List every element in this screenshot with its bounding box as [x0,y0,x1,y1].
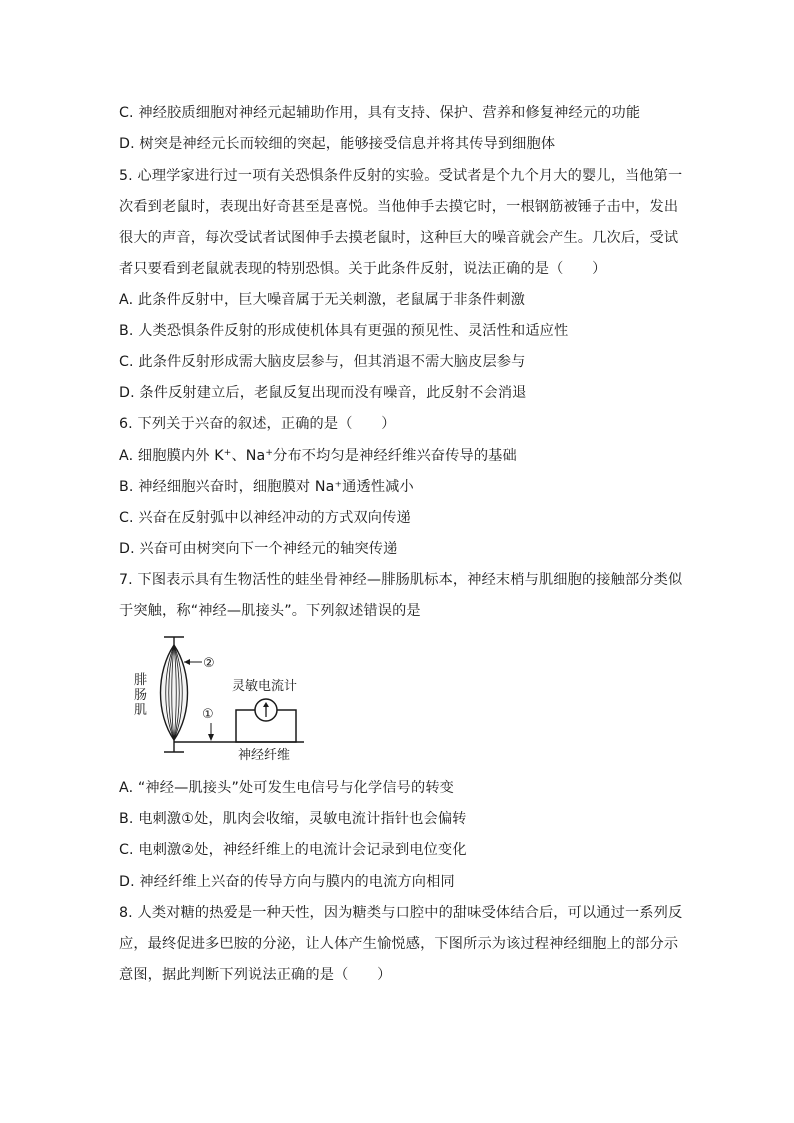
q5-stem-line-3: 很大的声音，每次受试者试图伸手去摸老鼠时，这种巨大的噪音就会产生。几次后，受试 [119,230,679,246]
q4-option-c: C. 神经胶质细胞对神经元起辅助作用，具有支持、保护、营养和修复神经元的功能 [119,105,641,121]
muscle-shape [161,645,188,740]
q8-stem-line-2: 应，最终促进多巴胺的分泌，让人体产生愉悦感，下图所示为该过程神经细胞上的部分示 [119,936,679,952]
muscle-label-char-1: 腓 [134,673,148,688]
q7-option-d: D. 神经纤维上兴奋的传导方向与膜内的电流方向相同 [119,874,455,890]
q4-option-d: D. 树突是神经元长而较细的突起，能够接受信息并将其传导到细胞体 [119,136,556,152]
q7-option-c: C. 电刺激②处，神经纤维上的电流计会记录到电位变化 [119,842,467,858]
q6-option-a-suffix: 分布不均匀是神经纤维兴奋传导的基础 [273,448,517,464]
marker-2-arrowhead [184,659,190,665]
q5-option-a: A. 此条件反射中，巨大噪音属于无关刺激，老鼠属于非条件刺激 [119,292,526,308]
q5-stem-line-4: 者只要看到老鼠就表现的特别恐惧。关于此条件反射，说法正确的是（ ） [119,261,607,277]
q5-option-b: B. 人类恐惧条件反射的形成使机体具有更强的预见性、灵活性和适应性 [119,323,569,339]
galvanometer-label: 灵敏电流计 [232,679,298,694]
q6-option-b: B. 神经细胞兴奋时，细胞膜对 Na⁺通透性减小 [119,479,414,495]
q7-stem-line-1: 7. 下图表示具有生物活性的蛙坐骨神经—腓肠肌标本，神经末梢与肌细胞的接触部分类似 [119,572,683,588]
q6-option-c: C. 兴奋在反射弧中以神经冲动的方式双向传递 [119,510,411,526]
na-ion-charge: + [265,448,274,458]
q6-option-a-prefix: A. 细胞膜内外 K [119,448,224,464]
q6-option-a-mid: 、Na [231,448,266,464]
nerve-muscle-figure [128,632,318,764]
muscle-label-char-3: 肌 [134,703,148,718]
k-ion-charge: + [223,448,232,458]
marker-2-label: ② [203,656,215,671]
q6-option-a [119,446,517,466]
q5-option-d: D. 条件反射建立后，老鼠反复出现而没有噪音，此反射不会消退 [119,385,527,401]
q5-stem-line-1: 5. 心理学家进行过一项有关恐惧条件反射的实验。受试者是个九个月大的婴儿，当他第一 [119,168,683,184]
q7-stem-line-2: 于突触，称“神经—肌接头”。下列叙述错误的是 [119,603,421,619]
marker-1-arrowhead [208,734,214,741]
muscle-label-char-2: 肠 [134,688,148,703]
q7-option-a: A. “神经—肌接头”处可发生电信号与化学信号的转变 [119,780,455,796]
q6-option-d: D. 兴奋可由树突向下一个神经元的轴突传递 [119,541,398,557]
q8-stem-line-1: 8. 人类对糖的热爱是一种天性，因为糖类与口腔中的甜味受体结合后，可以通过一系列反 [119,905,683,921]
q8-stem-line-3: 意图，据此判断下列说法正确的是（ ） [119,967,392,983]
q6-stem: 6. 下列关于兴奋的叙述，正确的是（ ） [119,416,396,432]
q5-option-c: C. 此条件反射形成需大脑皮层参与，但其消退不需大脑皮层参与 [119,354,526,370]
q7-option-b: B. 电刺激①处，肌肉会收缩，灵敏电流计指针也会偏转 [119,811,467,827]
q5-stem-line-2: 次看到老鼠时，表现出好奇甚至是喜悦。当他伸手去摸它时，一根钢筋被锤子击中，发出 [119,199,679,215]
nerve-fiber-label: 神经纤维 [238,748,291,763]
marker-1-label: ① [202,707,214,722]
